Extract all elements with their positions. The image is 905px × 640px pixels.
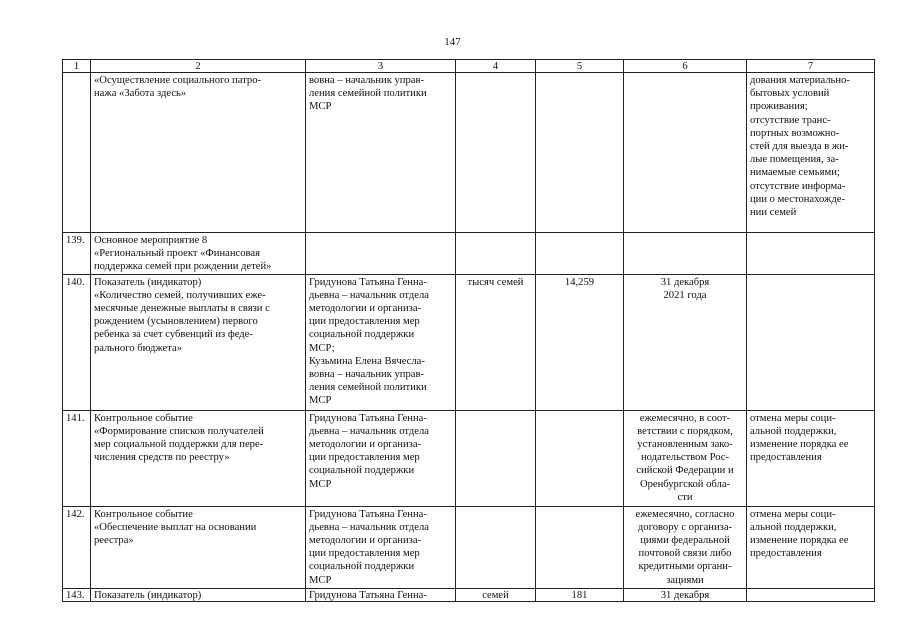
cell-name: «Осуществление социального патро- нажа «Забота здесь»	[91, 73, 306, 233]
cell-unit	[456, 506, 536, 588]
cell-risk: отмена меры соци- альной поддержки, изменение порядка ее предоставления	[747, 410, 875, 506]
column-header: 5	[536, 60, 624, 73]
cell-unit: семей	[456, 588, 536, 601]
table-row	[63, 410, 875, 506]
cell-unit	[456, 410, 536, 506]
cell-risk	[747, 588, 875, 601]
table-row	[63, 506, 875, 588]
cell-name: Показатель (индикатор) «Количество семей, получивших еже- месячные денежные выплаты в связи с рождением (усыновлением) первого ребенка за счет субвенций из феде- рального бюджета»	[91, 274, 306, 410]
page-number: 147	[444, 36, 461, 48]
cell-unit	[456, 73, 536, 233]
cell-date: ежемесячно, согласно договору с организа- циями федеральной почтовой связи либо кредитными органи- зациями	[624, 506, 747, 588]
cell-name: Контрольное событие «Обеспечение выплат на основании реестра»	[91, 506, 306, 588]
cell-date	[624, 233, 747, 275]
column-header: 6	[624, 60, 747, 73]
cell-unit	[456, 233, 536, 275]
cell-number: 142.	[63, 506, 91, 588]
cell-responsible	[306, 233, 456, 275]
cell-value	[536, 233, 624, 275]
cell-date: ежемесячно, в соот- ветствии с порядком, установленным зако- нодательством Рос- сийской Федерации и Оренбургской обла- сти	[624, 410, 747, 506]
table-row	[63, 274, 875, 410]
table-row	[63, 73, 875, 233]
column-header: 7	[747, 60, 875, 73]
column-header: 3	[306, 60, 456, 73]
cell-risk	[747, 274, 875, 410]
cell-value: 181	[536, 588, 624, 601]
cell-value	[536, 73, 624, 233]
cell-value	[536, 410, 624, 506]
cell-number: 139.	[63, 233, 91, 275]
cell-name: Показатель (индикатор)	[91, 588, 306, 601]
column-header: 2	[91, 60, 306, 73]
cell-number: 143.	[63, 588, 91, 601]
cell-number: 140.	[63, 274, 91, 410]
column-header: 1	[63, 60, 91, 73]
cell-number	[63, 73, 91, 233]
cell-risk: дования материально- бытовых условий проживания; отсутствие транс- портных возможно- стей для выезда в жи- лые помещения, за- нимаемые семьями; отсутствие информа- ции о местонахожде- нии семей	[747, 73, 875, 233]
table-row	[63, 588, 875, 601]
cell-unit: тысяч семей	[456, 274, 536, 410]
cell-responsible: вовна – начальник управ- ления семейной политики МСР	[306, 73, 456, 233]
cell-number: 141.	[63, 410, 91, 506]
table-header-row	[63, 60, 875, 73]
cell-responsible: Гридунова Татьяна Генна- дьевна – начальник отдела методологии и организа- ции предоставления мер социальной поддержки МСР	[306, 410, 456, 506]
cell-risk: отмена меры соци- альной поддержки, изменение порядка ее предоставления	[747, 506, 875, 588]
table-row	[63, 233, 875, 275]
cell-responsible: Гридунова Татьяна Генна- дьевна – начальник отдела методологии и организа- ции предоставления мер социальной поддержки МСР; Кузьмина Елена Вячесла- вовна – начальник управ- ления семейной политики МСР	[306, 274, 456, 410]
cell-name: Основное мероприятие 8 «Региональный проект «Финансовая поддержка семей при рождении детей»	[91, 233, 306, 275]
column-header: 4	[456, 60, 536, 73]
cell-date: 31 декабря 2021 года	[624, 274, 747, 410]
cell-responsible: Гридунова Татьяна Генна-	[306, 588, 456, 601]
cell-risk	[747, 233, 875, 275]
cell-value: 14,259	[536, 274, 624, 410]
cell-responsible: Гридунова Татьяна Генна- дьевна – начальник отдела методологии и организа- ции предоставления мер социальной поддержки МСР	[306, 506, 456, 588]
cell-value	[536, 506, 624, 588]
measures-table	[62, 59, 875, 602]
cell-name: Контрольное событие «Формирование списков получателей мер социальной поддержки для пере- числения средств по реестру»	[91, 410, 306, 506]
cell-date	[624, 73, 747, 233]
cell-date: 31 декабря	[624, 588, 747, 601]
